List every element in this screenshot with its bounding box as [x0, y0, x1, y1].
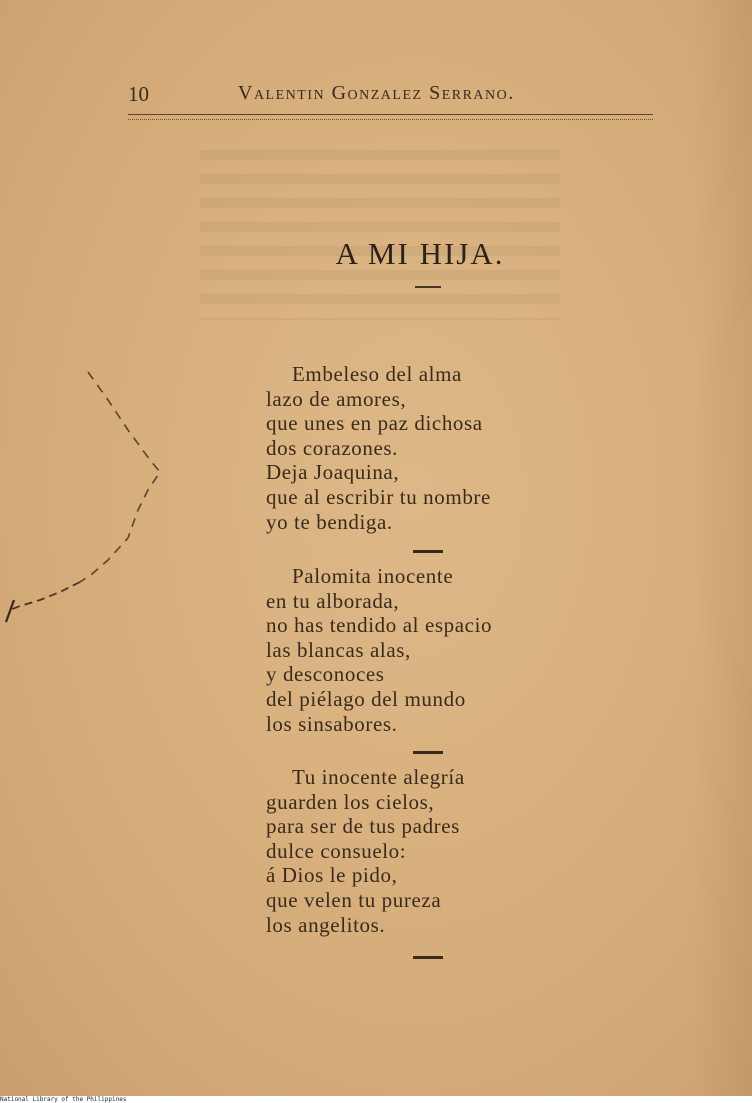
paper-crease-mark	[0, 360, 180, 640]
poem-line: dos corazones.	[266, 435, 399, 460]
poem-line: del piélago del mundo	[266, 686, 466, 711]
poem-line: en tu alborada,	[266, 588, 400, 613]
running-title-author: Valentin Gonzalez Serrano.	[238, 82, 515, 104]
poem-line: yo te bendiga.	[266, 509, 393, 534]
poem-line: Embeleso del alma	[292, 362, 462, 386]
stanza-divider	[413, 550, 443, 553]
stanza-2	[266, 564, 606, 736]
poem-line: las blancas alas,	[266, 637, 411, 662]
title-rule	[415, 286, 441, 288]
stanza-1	[266, 362, 606, 534]
stanza-divider	[413, 751, 443, 754]
page-number: 10	[128, 82, 149, 106]
poem-line: Tu inocente alegría	[292, 765, 465, 789]
poem-line: Deja Joaquina,	[266, 460, 400, 485]
poem-line: guarden los cielos,	[266, 789, 435, 814]
poem-line: á Dios le pido,	[266, 863, 398, 888]
poem-line: los sinsabores.	[266, 711, 398, 736]
poem-line: y desconoces	[266, 662, 385, 687]
bleed-through-texture	[200, 150, 560, 320]
poem-line: para ser de tus padres	[266, 814, 460, 839]
poem-line: que velen tu pureza	[266, 887, 442, 912]
running-head	[128, 82, 648, 112]
poem-line: dulce consuelo:	[266, 838, 407, 863]
poem-line: que unes en paz dichosa	[266, 411, 483, 436]
stanza-3	[266, 765, 606, 937]
poem-title: A MI HIJA.	[335, 236, 505, 271]
poem-line: no has tendido al espacio	[266, 613, 493, 638]
poem-line: los angelitos.	[266, 912, 386, 937]
poem-line: lazo de amores,	[266, 386, 407, 411]
poem-line: que al escribir tu nombre	[266, 484, 491, 509]
stanza-divider	[413, 956, 443, 959]
header-rule	[128, 114, 653, 120]
poem-line: Palomita inocente	[292, 564, 454, 588]
library-credit: National Library of the Philippines	[0, 1096, 752, 1103]
